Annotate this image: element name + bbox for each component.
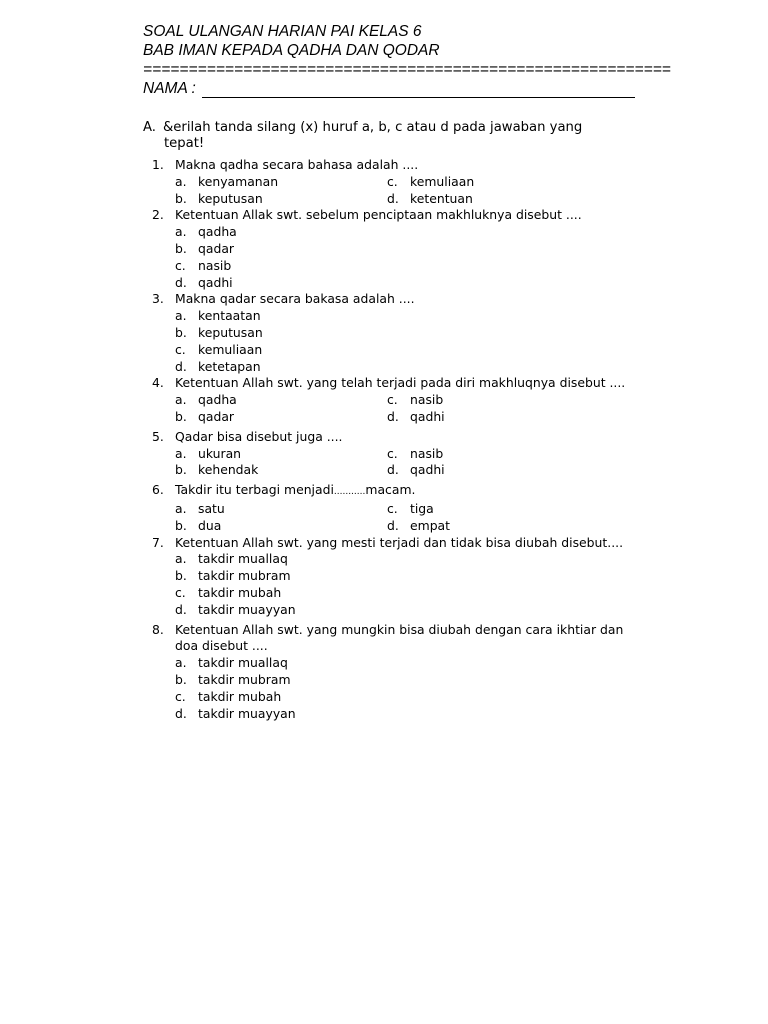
question-number: 2. [152, 207, 164, 223]
option-text: qadar [198, 240, 235, 256]
option-text: ketentuan [410, 190, 473, 206]
option-a[interactable] [175, 446, 387, 463]
option-text: takdir mubah [198, 584, 282, 600]
option-letter: b. [175, 462, 187, 478]
question-text-line-1: Ketentuan Allah swt. yang mungkin bisa diubah dengan cara ikhtiar dan [175, 621, 624, 637]
option-letter: b. [175, 671, 187, 687]
option-d[interactable] [387, 518, 537, 535]
option-text: qadhi [410, 408, 445, 424]
section-label: A. [143, 120, 156, 135]
question-number: 5. [152, 428, 164, 444]
option-letter: b. [175, 568, 187, 584]
option-letter: d. [175, 601, 187, 617]
option-letter: c. [175, 257, 186, 273]
option-text: qadhi [410, 462, 445, 478]
option-text: qadhi [198, 274, 233, 290]
option-text: qadha [198, 392, 237, 408]
option-text: kehendak [198, 462, 259, 478]
option-letter: a. [175, 392, 187, 408]
question-text: Qadar bisa disebut juga .... [175, 428, 343, 444]
option-d[interactable] [175, 706, 652, 723]
question-text: Ketentuan Allah swt. yang mesti terjadi dan tidak bisa diubah disebut.... [175, 534, 624, 550]
option-letter: c. [387, 173, 398, 189]
question-1 [152, 157, 652, 207]
option-text: empat [410, 517, 451, 533]
option-letter: d. [175, 358, 187, 374]
option-text: keputusan [198, 190, 263, 206]
option-c[interactable] [175, 342, 652, 359]
option-text: kemuliaan [198, 341, 263, 357]
question-number: 4. [152, 375, 164, 391]
option-text: nasib [198, 257, 232, 273]
option-a[interactable] [175, 308, 652, 325]
option-d[interactable] [387, 409, 537, 426]
question-text: Ketentuan Allah swt. yang telah terjadi pada diri makhluqnya disebut .... [175, 375, 626, 391]
question-4 [152, 375, 652, 425]
option-text: nasib [410, 392, 444, 408]
question-7 [152, 535, 652, 619]
question-5 [152, 429, 652, 479]
option-text: takdir muallaq [198, 551, 288, 567]
option-letter: c. [175, 341, 186, 357]
option-letter: b. [175, 190, 187, 206]
separator-line: ========================================================== [143, 61, 671, 78]
option-text: qadha [198, 224, 237, 240]
question-8 [152, 622, 652, 723]
option-b[interactable] [175, 241, 652, 258]
option-letter: d. [175, 274, 187, 290]
option-c[interactable] [175, 585, 652, 602]
question-number: 6. [152, 482, 164, 498]
option-b[interactable] [175, 568, 652, 585]
option-b[interactable] [175, 462, 387, 479]
option-a[interactable] [175, 655, 652, 672]
option-b[interactable] [175, 672, 652, 689]
option-letter: c. [175, 688, 186, 704]
option-d[interactable] [387, 462, 537, 479]
option-c[interactable] [387, 174, 537, 191]
option-c[interactable] [175, 689, 652, 706]
option-letter: c. [175, 584, 186, 600]
option-c[interactable] [387, 501, 537, 518]
option-letter: b. [175, 240, 187, 256]
option-b[interactable] [175, 518, 387, 535]
option-text: qadar [198, 408, 235, 424]
option-a[interactable] [175, 501, 387, 518]
option-text: kemuliaan [410, 173, 475, 189]
question-6 [152, 482, 652, 534]
document-header [143, 22, 671, 98]
name-label: NAMA : [143, 80, 196, 97]
option-text: takdir muayyan [198, 601, 296, 617]
option-a[interactable] [175, 224, 652, 241]
option-letter: a. [175, 655, 187, 671]
name-blank-line [202, 82, 635, 98]
option-text: ketetapan [198, 358, 261, 374]
question-number: 1. [152, 157, 164, 172]
option-c[interactable] [175, 258, 652, 275]
option-text: takdir mubram [198, 568, 291, 584]
question-number: 3. [152, 291, 164, 307]
question-number: 7. [152, 534, 164, 550]
option-c[interactable] [387, 392, 537, 409]
option-b[interactable] [175, 409, 387, 426]
question-text [175, 482, 652, 501]
question-2 [152, 207, 652, 291]
option-letter: d. [387, 190, 399, 206]
option-text: tiga [410, 500, 434, 516]
option-letter: b. [175, 408, 187, 424]
option-letter: b. [175, 517, 187, 533]
option-letter: d. [387, 462, 399, 478]
option-d[interactable] [175, 275, 652, 292]
question-text-part-2: macam. [365, 482, 416, 498]
option-letter: a. [175, 308, 187, 324]
option-letter: c. [387, 445, 398, 461]
question-text: Makna qadha secara bahasa adalah .... [175, 157, 419, 172]
option-text: keputusan [198, 324, 263, 340]
option-d[interactable] [175, 602, 652, 619]
title-line-1: SOAL ULANGAN HARIAN PAI KELAS 6 [143, 23, 422, 40]
question-number: 8. [152, 621, 164, 637]
option-text: dua [198, 517, 222, 533]
option-a[interactable] [175, 392, 387, 409]
fill-in-dots: ........... [333, 487, 366, 498]
option-text: takdir mubram [198, 671, 291, 687]
question-text-line-2: doa disebut .... [175, 638, 268, 654]
option-a[interactable] [175, 551, 652, 568]
instruction-line-2: tepat! [164, 136, 205, 151]
option-text: takdir muallaq [198, 655, 288, 671]
option-letter: d. [175, 705, 187, 721]
option-letter: a. [175, 551, 187, 567]
question-list [152, 157, 652, 722]
option-letter: c. [387, 392, 398, 408]
option-letter: a. [175, 500, 187, 516]
option-letter: a. [175, 445, 187, 461]
option-letter: b. [175, 324, 187, 340]
option-letter: a. [175, 224, 187, 240]
title-line-2: BAB IMAN KEPADA QADHA DAN QODAR [143, 42, 440, 59]
option-letter: c. [387, 500, 398, 516]
option-text: nasib [410, 445, 444, 461]
option-letter: d. [387, 408, 399, 424]
option-a[interactable] [175, 174, 387, 191]
instruction [143, 120, 643, 152]
question-text [175, 622, 652, 656]
name-row [143, 79, 671, 98]
option-b[interactable] [175, 191, 387, 208]
option-letter: a. [175, 173, 187, 189]
question-text-part-1: Takdir itu terbagi menjadi [175, 482, 334, 498]
option-text: takdir muayyan [198, 705, 296, 721]
option-text: kenyamanan [198, 173, 279, 189]
question-text: Makna qadar secara bakasa adalah .... [175, 291, 415, 307]
option-d[interactable] [175, 359, 652, 376]
question-text: Ketentuan Allak swt. sebelum penciptaan makhluknya disebut .... [175, 207, 582, 223]
option-d[interactable] [387, 191, 537, 208]
option-text: takdir mubah [198, 688, 282, 704]
instruction-line-1: &erilah tanda silang (x) huruf a, b, c atau d pada jawaban yang [163, 120, 583, 135]
option-b[interactable] [175, 325, 652, 342]
question-3 [152, 291, 652, 375]
option-text: satu [198, 500, 225, 516]
option-text: ukuran [198, 445, 242, 461]
option-text: kentaatan [198, 308, 261, 324]
option-c[interactable] [387, 446, 537, 463]
option-letter: d. [387, 517, 399, 533]
